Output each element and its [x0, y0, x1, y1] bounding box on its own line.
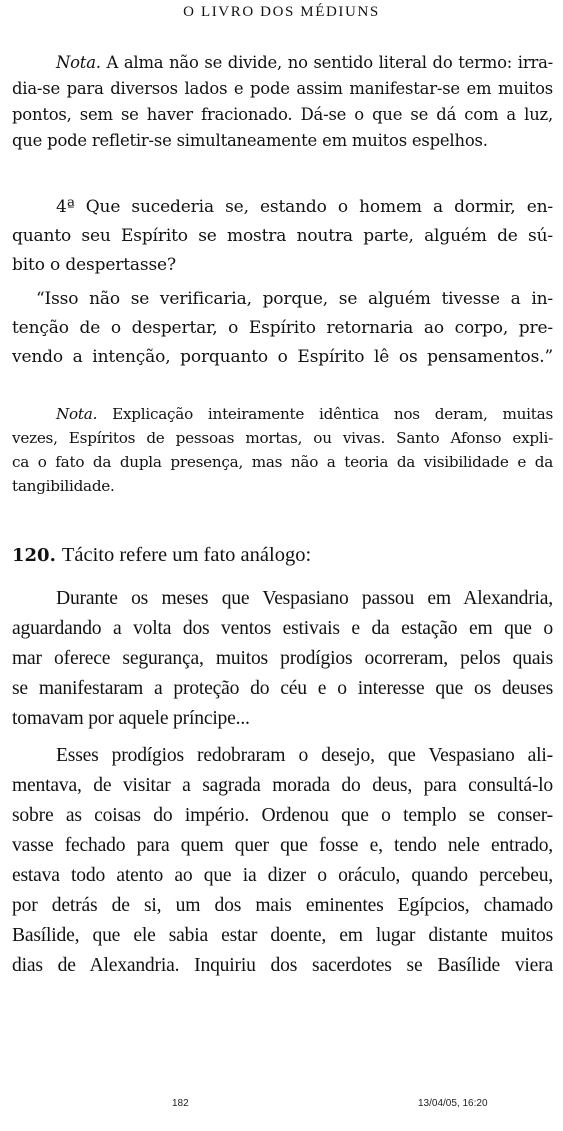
- text-line: dias de Alexandria. Inquiriu dos sacerdotes se Basílide viera: [12, 955, 553, 976]
- note-1: [12, 50, 553, 154]
- text-line: tomavam por aquele príncipe...: [12, 708, 250, 729]
- text-line: “Isso não se verificaria, porque, se alguém tivesse a in-: [36, 289, 553, 309]
- text-line: ca o fato da dupla presença, mas não a teoria da visibilidade e da: [12, 453, 553, 471]
- section-heading: [12, 540, 553, 571]
- text-line: mar oferece segurança, muitos prodígios ocorreram, pelos quais: [12, 648, 553, 669]
- text-line: bito o despertasse?: [12, 255, 176, 275]
- note-label: Nota.: [56, 53, 101, 72]
- text-line: que pode refletir-se simultaneamente em muitos espelhos.: [12, 131, 488, 150]
- paragraph-1: [12, 584, 553, 734]
- text-line: mentava, de visitar a sagrada morada do deus, para consultá-lo: [12, 775, 553, 796]
- text-line: se manifestaram a proteção do céu e o interesse que os deuses: [12, 678, 553, 699]
- section-number: 120.: [12, 545, 56, 566]
- text-line: 4ª Que sucederia se, estando o homem a dormir, en-: [56, 197, 553, 217]
- question-4: [12, 193, 553, 280]
- text-line: aguardando a volta dos ventos estivais e da estação em que o: [12, 618, 553, 639]
- text-line: pontos, sem se haver fracionado. Dá-se o que se dá com a luz,: [12, 105, 553, 124]
- text-line: dia-se para diversos lados e pode assim manifestar-se em muitos: [12, 79, 553, 98]
- paragraph-2: [12, 741, 553, 981]
- text-line: sobre as coisas do império. Ordenou que o templo se conser-: [12, 805, 553, 826]
- text-line: Nota. Explicação inteiramente idêntica nos deram, muitas: [56, 405, 553, 423]
- section-title: Tácito refere um fato análogo:: [61, 544, 312, 566]
- page-number: 182: [172, 1098, 189, 1109]
- text-line: Nota. A alma não se divide, no sentido literal do termo: irra-: [56, 53, 553, 72]
- running-header: O LIVRO DOS MÉDIUNS: [183, 4, 380, 20]
- note-label: Nota.: [56, 405, 98, 423]
- text-line: tenção de o despertar, o Espírito retornaria ao corpo, pre-: [12, 318, 553, 338]
- answer-4: [12, 285, 553, 372]
- text-line: vendo a intenção, porquanto o Espírito lê os pensamentos.”: [12, 347, 553, 367]
- text-line: Durante os meses que Vespasiano passou em Alexandria,: [56, 588, 553, 609]
- text-line: vezes, Espíritos de pessoas mortas, ou vivas. Santo Afonso expli-: [12, 429, 553, 447]
- text-line: quanto seu Espírito se mostra noutra parte, alguém de sú-: [12, 226, 553, 246]
- text-line: por detrás de si, um dos mais eminentes Egípcios, chamado: [12, 895, 553, 916]
- print-timestamp: 13/04/05, 16:20: [418, 1098, 488, 1109]
- text-line: tangibilidade.: [12, 477, 115, 495]
- text-line: estava todo atento ao que ia dizer o oráculo, quando percebeu,: [12, 865, 553, 886]
- note-2: [12, 402, 553, 498]
- text-line: Basílide, que ele sabia estar doente, em lugar distante muitos: [12, 925, 553, 946]
- text-line: Esses prodígios redobraram o desejo, que Vespasiano ali-: [56, 745, 553, 766]
- text-line: vasse fechado para quem quer que fosse e, tendo nele entrado,: [12, 835, 553, 856]
